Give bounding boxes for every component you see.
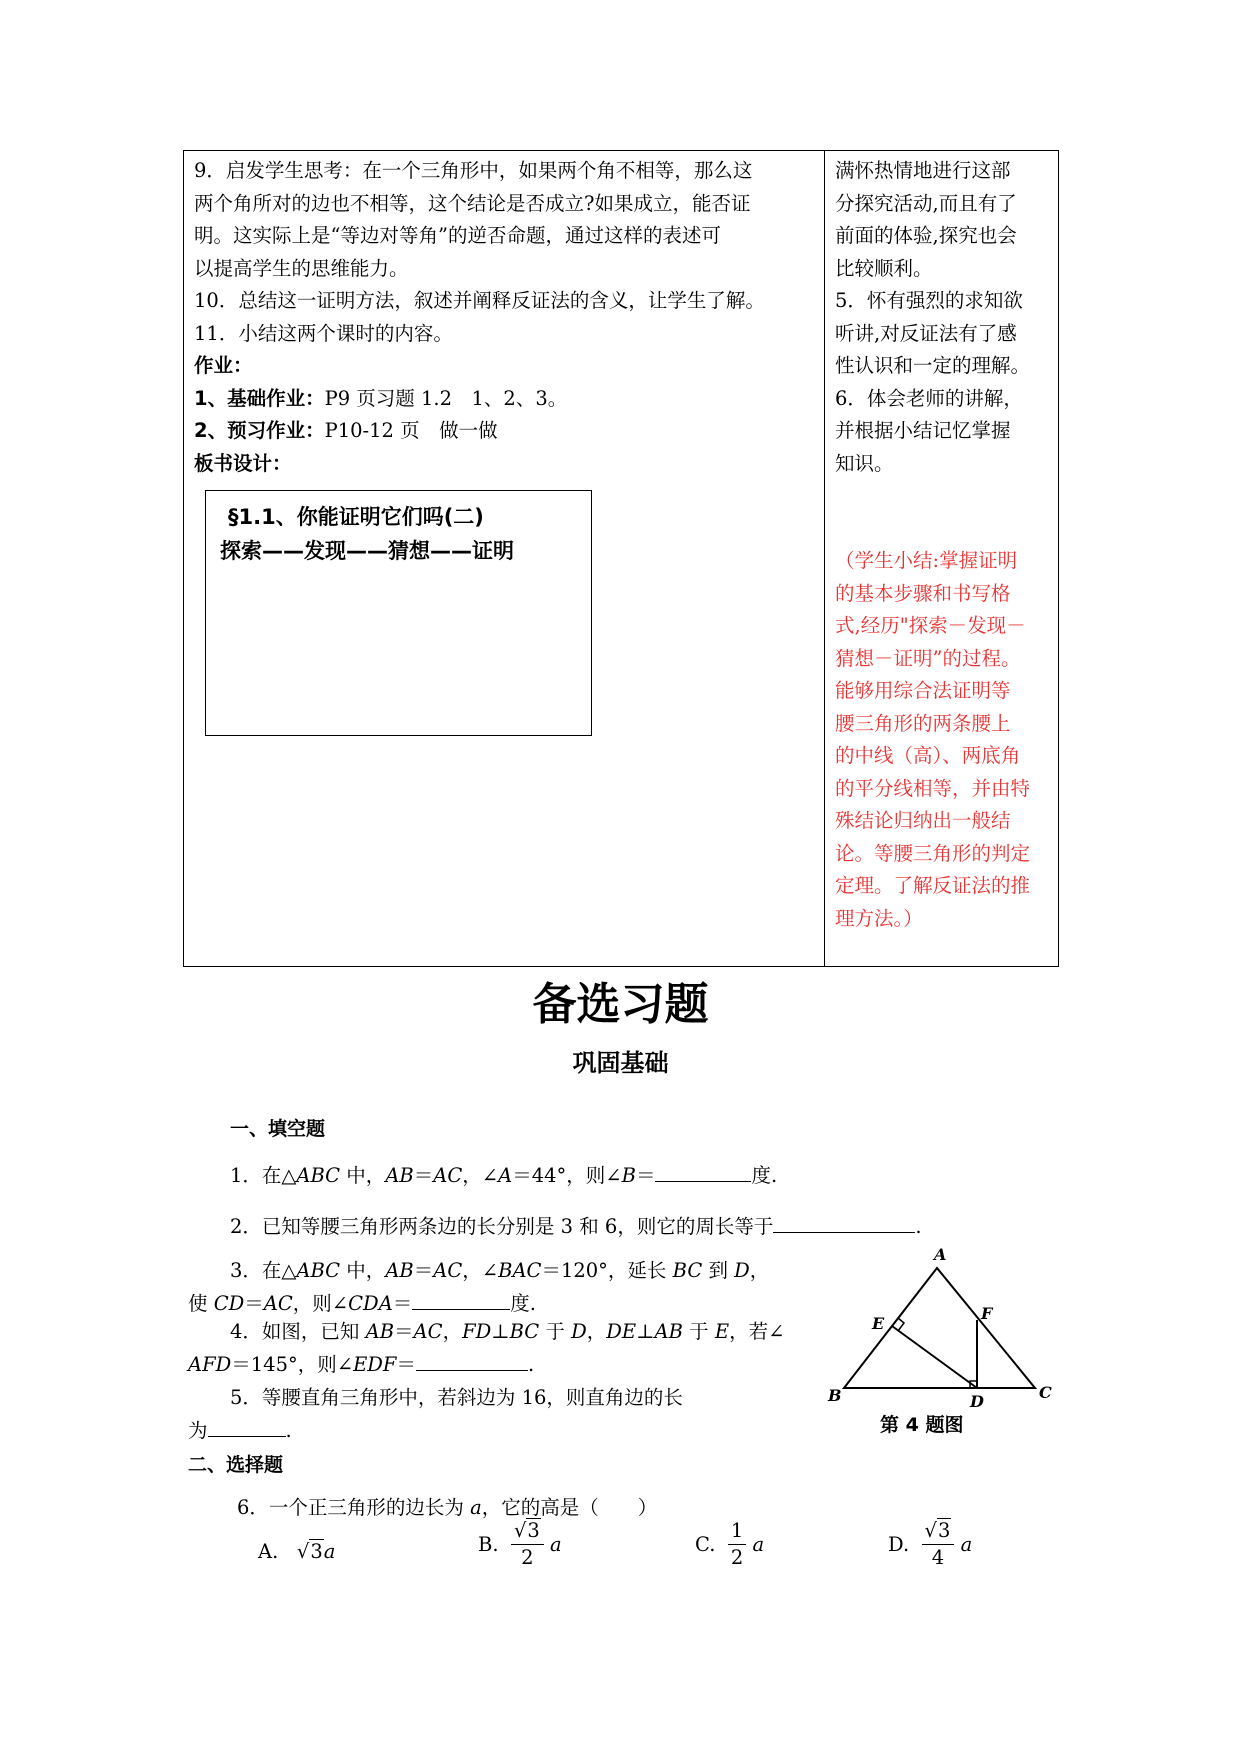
label-b: B bbox=[828, 1386, 842, 1405]
item10: 10．总结这一证明方法，叙述并阐释反证法的含义，让学生了解。 bbox=[194, 289, 765, 312]
student-line: 6．体会老师的讲解， bbox=[835, 386, 1023, 410]
label-c: C bbox=[1039, 1383, 1052, 1402]
student-line: 知识。 bbox=[835, 451, 894, 475]
summary-line: 猜想－证明”的过程。 bbox=[835, 646, 1021, 670]
summary-line: （学生小结:掌握证明 bbox=[835, 549, 1018, 572]
student-line: 5．怀有强烈的求知欲 bbox=[835, 289, 1023, 312]
answer-blank[interactable] bbox=[655, 1159, 751, 1182]
student-line: 满怀热情地进行这部 bbox=[835, 159, 1011, 182]
homework-1-text: P9 页习题 1.2 1、2、3。 bbox=[324, 386, 568, 410]
option-d[interactable]: D. $\frac{√3}{4}$ a bbox=[888, 1519, 973, 1569]
answer-blank[interactable] bbox=[208, 1414, 286, 1437]
question-5-line2: 为 . bbox=[188, 1414, 292, 1446]
triangle-figure bbox=[820, 1245, 1060, 1425]
option-b[interactable]: B. $\frac{√3}{2}$ a bbox=[478, 1519, 562, 1569]
summary-line: 的基本步骤和书写格 bbox=[835, 581, 1011, 605]
multiple-choice-heading: 二、选择题 bbox=[188, 1454, 284, 1476]
label-f: F bbox=[981, 1304, 993, 1323]
item9-line: 明。这实际上是“等边对等角”的逆否命题，通过这样的表述可 bbox=[194, 224, 721, 247]
label-a: A bbox=[934, 1245, 947, 1264]
answer-blank[interactable] bbox=[416, 1348, 528, 1371]
student-line: 并根据小结记忆掌握 bbox=[835, 419, 1011, 442]
option-c[interactable]: C. $\frac{1}{2}$ a bbox=[695, 1519, 765, 1569]
summary-line: 的中线（高）、两底角 bbox=[835, 744, 1021, 767]
student-line: 听讲,对反证法有了感 bbox=[835, 321, 1017, 345]
summary-line: 的平分线相等，并由特 bbox=[835, 776, 1031, 800]
question-1: 1．在△ABC 中，AB＝AC，∠A＝44°，则∠B＝ 度. bbox=[230, 1159, 777, 1191]
summary-line: 能够用综合法证明等 bbox=[835, 679, 1011, 702]
figure-caption: 第 4 题图 bbox=[880, 1414, 964, 1436]
homework-item-2 bbox=[194, 415, 814, 448]
homework-item-1 bbox=[194, 383, 814, 416]
summary-line: 定理。了解反证法的推 bbox=[835, 874, 1031, 897]
section-subtitle: 巩固基础 bbox=[572, 1049, 669, 1077]
question-2: 2．已知等腰三角形两条边的长分别是 3 和 6，则它的周长等于 . bbox=[230, 1210, 922, 1242]
table-column-divider bbox=[824, 151, 825, 966]
board-flow: 探索——发现——猜想——证明 bbox=[220, 539, 514, 563]
question-6: 6．一个正三角形的边长为 a，它的高是（ ） bbox=[237, 1496, 658, 1519]
board-design-box bbox=[205, 490, 592, 736]
answer-blank[interactable] bbox=[773, 1210, 915, 1233]
student-line: 比较顺利。 bbox=[835, 256, 933, 280]
answer-blank[interactable] bbox=[412, 1287, 510, 1310]
homework-2-label: 2、预习作业： bbox=[194, 419, 325, 442]
homework-label: 作业： bbox=[194, 354, 253, 377]
summary-line: 理方法。） bbox=[835, 906, 923, 930]
right-angle-mark-e bbox=[898, 1318, 904, 1331]
student-line: 分探究活动,而且有了 bbox=[835, 191, 1017, 215]
item9-line: 两个角所对的边也不相等，这个结论是否成立?如果成立，能否证 bbox=[194, 191, 751, 215]
question-4-line1: 4．如图，已知 AB＝AC，FD⊥BC 于 D，DE⊥AB 于 E，若∠ bbox=[230, 1320, 785, 1343]
fill-in-heading: 一、填空题 bbox=[230, 1118, 326, 1140]
question-3-line2: 使 CD＝AC，则∠CDA＝ 度. bbox=[188, 1287, 536, 1319]
summary-line: 殊结论归纳出一般结 bbox=[835, 809, 1011, 832]
page-title: 备选习题 bbox=[532, 979, 709, 1030]
option-a[interactable]: A. √3a bbox=[258, 1540, 336, 1563]
summary-line: 论。等腰三角形的判定 bbox=[835, 841, 1031, 865]
board-heading: §1.1、你能证明它们吗(二) bbox=[228, 505, 484, 529]
student-line: 前面的体验,探究也会 bbox=[835, 224, 1017, 247]
question-5-line1: 5．等腰直角三角形中，若斜边为 16，则直角边的长 bbox=[230, 1386, 683, 1409]
segment-de bbox=[892, 1326, 977, 1388]
item9-line: 9．启发学生思考：在一个三角形中，如果两个角不相等，那么这 bbox=[194, 159, 753, 182]
homework-2-text: P10-12 页 做一做 bbox=[324, 419, 498, 442]
item9-line: 以提高学生的思维能力。 bbox=[194, 256, 409, 280]
student-line: 性认识和一定的理解。 bbox=[835, 354, 1031, 377]
question-3-line1: 3．在△ABC 中，AB＝AC，∠BAC＝120°，延长 BC 到 D， bbox=[230, 1259, 770, 1282]
question-4-line2: AFD＝145°，则∠EDF＝ . bbox=[188, 1348, 534, 1380]
summary-line: 腰三角形的两条腰上 bbox=[835, 711, 1011, 735]
label-e: E bbox=[872, 1314, 885, 1333]
teacher-activity-column bbox=[194, 155, 814, 480]
homework-1-label: 1、基础作业： bbox=[194, 386, 325, 410]
label-d: D bbox=[970, 1392, 984, 1411]
summary-line: 式,经历"探索－发现－ bbox=[835, 614, 1026, 637]
student-activity-column bbox=[835, 155, 1053, 935]
item11: 11．小结这两个课时的内容。 bbox=[194, 321, 453, 345]
board-design-label: 板书设计： bbox=[194, 451, 292, 475]
